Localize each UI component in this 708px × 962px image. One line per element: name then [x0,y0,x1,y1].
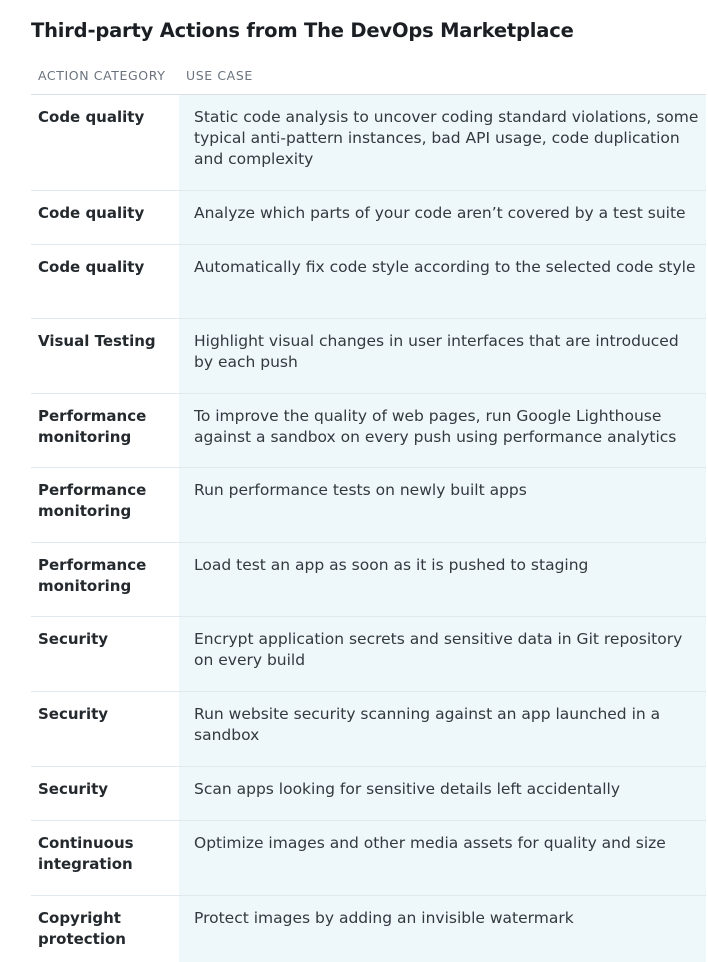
category-cell: Performance monitoring [31,468,179,543]
use-case-cell: Encrypt application secrets and sensitive data in Git repository on every build [179,617,706,692]
use-case-cell: Analyze which parts of your code aren’t covered by a test suite [179,191,706,245]
use-case-cell: Load test an app as soon as it is pushed to staging [179,543,706,617]
page-title: Third-party Actions from The DevOps Marketplace [31,19,574,42]
table-row [31,821,706,896]
category-cell: Continuous integration [31,821,179,896]
use-case-cell: Scan apps looking for sensitive details left accidentally [179,767,706,821]
table-row [31,468,706,543]
table-body [31,95,706,962]
column-header-use-case: USE CASE [179,62,706,95]
use-case-cell: Static code analysis to uncover coding standard violations, some typical anti-pattern instances, bad API usage, code duplication and complexity [179,95,706,191]
use-case-cell: Run website security scanning against an app launched in a sandbox [179,692,706,767]
table-row [31,767,706,821]
table-row [31,692,706,767]
use-case-cell: Optimize images and other media assets for quality and size [179,821,706,896]
table-row [31,319,706,394]
table-row [31,245,706,319]
category-cell: Code quality [31,191,179,245]
header-row [31,62,706,95]
category-cell: Copyright protection [31,896,179,962]
table-row [31,617,706,692]
category-cell: Code quality [31,245,179,319]
category-cell: Security [31,692,179,767]
actions-table-container [31,62,706,962]
table-row [31,191,706,245]
category-cell: Code quality [31,95,179,191]
use-case-cell: Run performance tests on newly built apps [179,468,706,543]
table-row [31,95,706,191]
category-cell: Performance monitoring [31,394,179,468]
use-case-cell: Highlight visual changes in user interfaces that are introduced by each push [179,319,706,394]
category-cell: Visual Testing [31,319,179,394]
category-cell: Security [31,617,179,692]
table-row [31,543,706,617]
use-case-cell: Automatically fix code style according to the selected code style [179,245,706,319]
category-cell: Security [31,767,179,821]
table-header [31,62,706,95]
table-row [31,394,706,468]
use-case-cell: To improve the quality of web pages, run Google Lighthouse against a sandbox on every push using performance analytics [179,394,706,468]
use-case-cell: Protect images by adding an invisible watermark [179,896,706,962]
column-header-action-category: ACTION CATEGORY [31,62,179,95]
table-row [31,896,706,962]
actions-table [31,62,706,962]
category-cell: Performance monitoring [31,543,179,617]
